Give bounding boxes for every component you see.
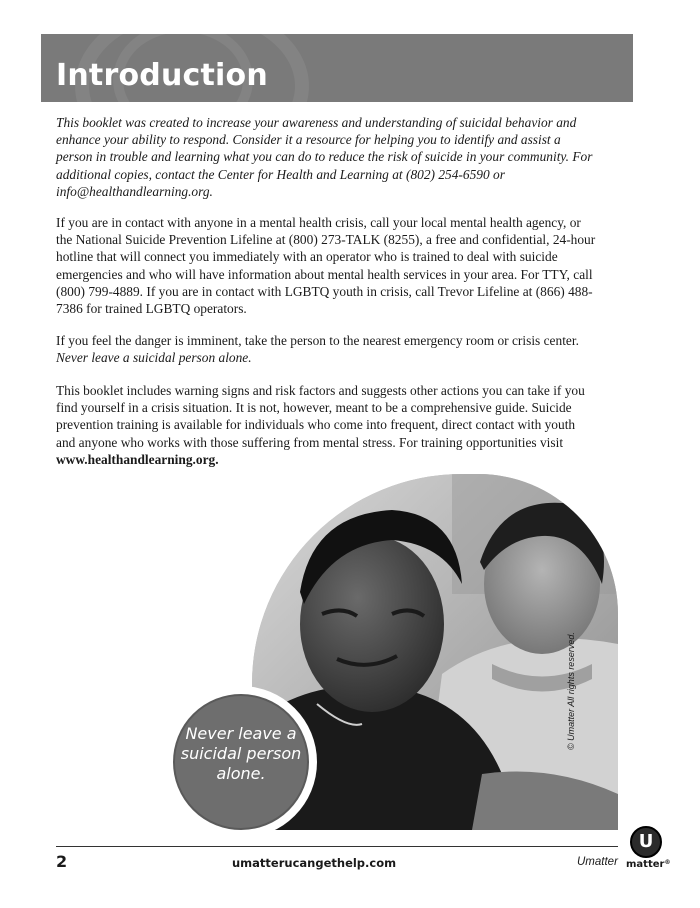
logo-registered-mark: ® — [664, 859, 671, 866]
logo-word-text: matter — [626, 859, 665, 870]
callout-badge — [173, 694, 309, 830]
training-paragraph — [56, 382, 596, 468]
section-banner — [41, 34, 633, 102]
umatter-logo — [626, 826, 671, 884]
logo-circle-icon — [630, 826, 662, 858]
page-number: 2 — [56, 852, 68, 871]
callout-line-1: Never leave a — [185, 724, 297, 743]
danger-paragraph — [56, 332, 596, 366]
danger-emphasis: Never leave a suicidal person alone. — [56, 350, 252, 366]
logo-word — [626, 859, 671, 870]
crisis-paragraph: If you are in contact with anyone in a mental health crisis, call your local mental health agency, or the National Suicide Prevention Lifeline at (800) 273-TALK (8255), a free and confidential, 24-hour hotline that will connect you immediately with an operator who is trained to deal with suicide emergencies and who will have information about mental health services in your area. For TTY, call (800) 799-4889. If you are in contact with LGBTQ youth in crisis, call Trevor Lifeline at (866) 488-7386 for trained LGBTQ operators. — [56, 215, 596, 317]
intro-paragraph: This booklet was created to increase your awareness and understanding of suicidal behavior and enhance your ability to respond. Consider it a resource for helping you to identify and assist a person in trouble and learning what you can do to reduce the risk of suicide in your community. For additional copies, contact the Center for Health and Learning at (802) 254-6590 or info@healthandlearning.org. — [56, 115, 593, 199]
footer-url[interactable]: umatterucangethelp.com — [232, 856, 397, 870]
logo-letter: U — [638, 831, 654, 852]
callout-text — [175, 724, 307, 784]
footer-divider — [56, 846, 618, 847]
footer-brand: Umatter — [577, 856, 618, 868]
training-link[interactable]: www.healthandlearning.org. — [56, 451, 219, 467]
callout-line-3: alone. — [216, 764, 266, 783]
training-text: This booklet includes warning signs and risk factors and suggests other actions you can take if you find yourself in a crisis situation. It is not, however, meant to be a comprehensive guide. Suicide prevention training is available for individuals who come into frequent, direct contact with youth and anyone who works with those suffering from mental stress. For training opportunities visit — [56, 383, 585, 450]
page-title: Introduction — [56, 58, 268, 93]
copyright-notice: © Umatter All rights reserved. — [566, 632, 576, 750]
callout-line-2: suicidal person — [180, 744, 302, 763]
danger-text: If you feel the danger is imminent, take the person to the nearest emergency room or crisis center. — [56, 333, 579, 348]
